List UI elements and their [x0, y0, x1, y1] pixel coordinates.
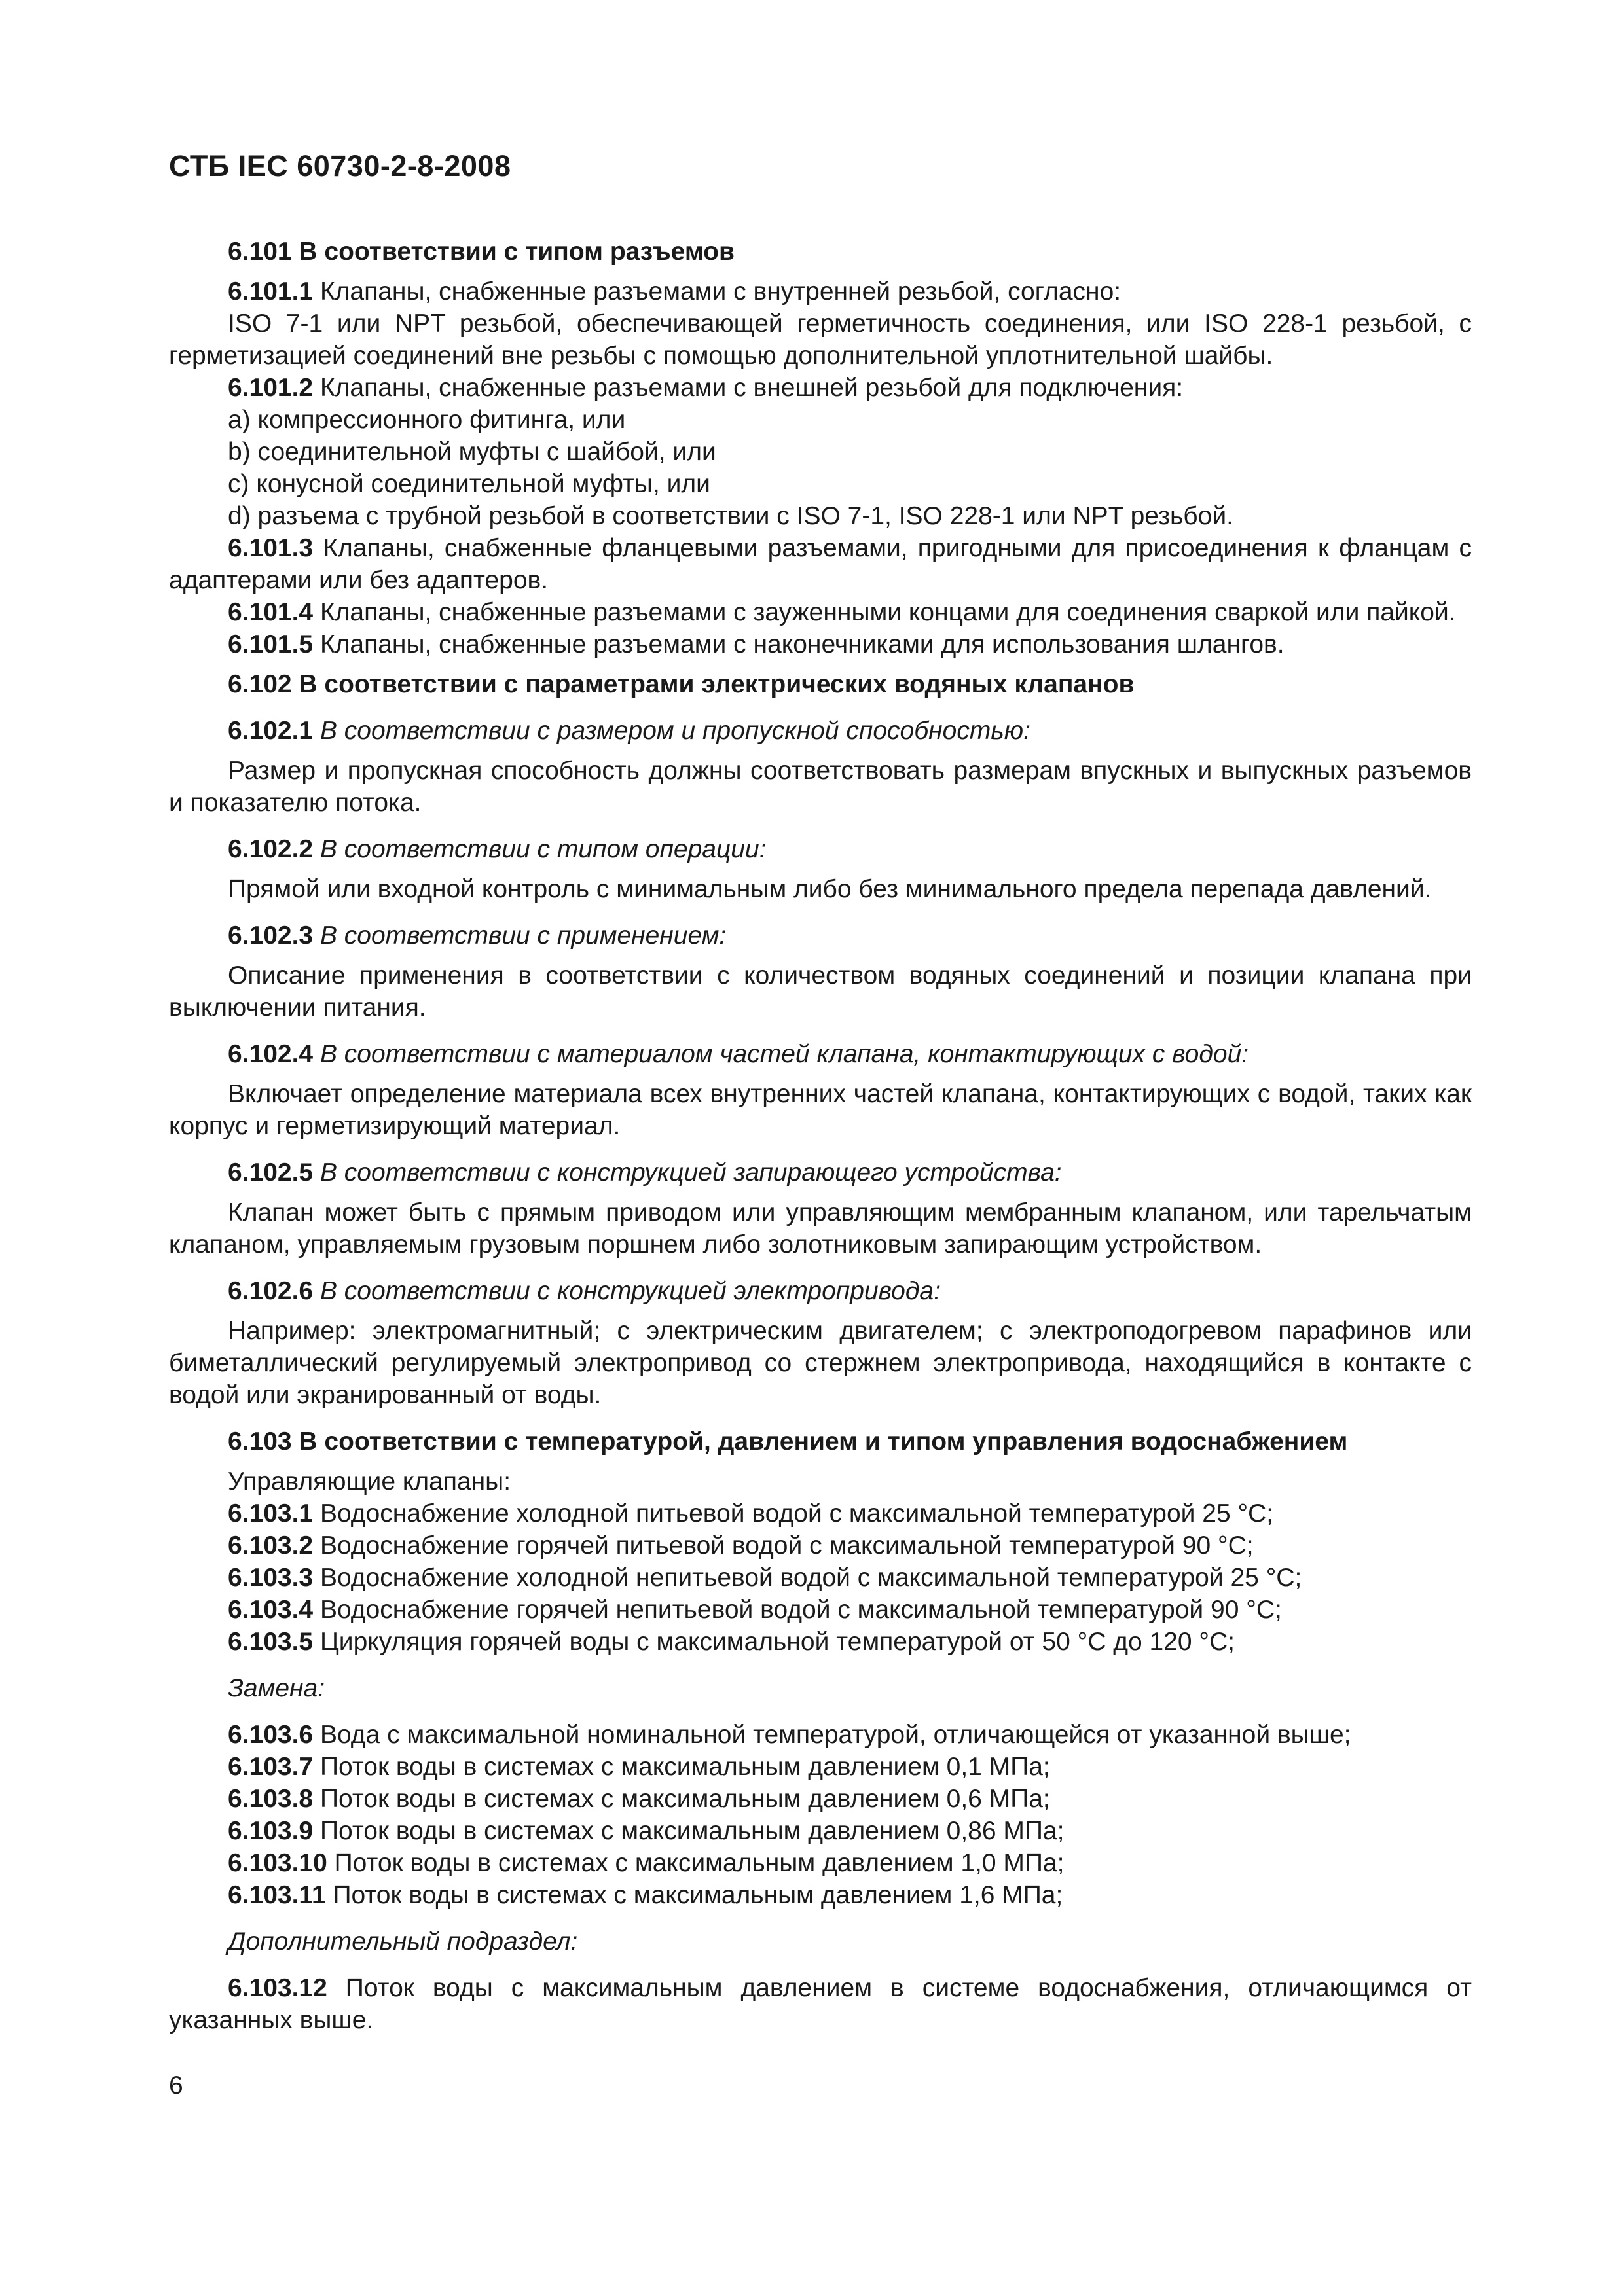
- clause-6-103-8: [169, 1783, 1472, 1815]
- clause-text: Водоснабжение холодной непитьевой водой с максимальной температурой 25 °С;: [313, 1564, 1302, 1592]
- clause-label: В соответствии с размером и пропускной способностью:: [313, 717, 1030, 745]
- clause-number: 6.103.7: [228, 1753, 314, 1781]
- clause-number: 6.101.2: [228, 374, 314, 402]
- clause-text: Поток воды в системах с максимальным давлением 0,1 МПа;: [313, 1753, 1050, 1781]
- clause-6-102-1-heading: [169, 715, 1472, 747]
- clause-text: Поток воды в системах с максимальным давлением 1,0 МПа;: [327, 1849, 1065, 1877]
- clause-number: 6.103.6: [228, 1721, 314, 1749]
- clause-text: Клапаны, снабженные разъемами с наконечниками для использования шлангов.: [313, 630, 1285, 658]
- clause-6-102-6-body: Например: электромагнитный; с электрическим двигателем; с электроподогревом парафинов или биметаллический регулируемый электропривод со стержнем электропривода, находящийся в контакте с водой или экранированный от воды.: [169, 1317, 1472, 1409]
- clause-text: Водоснабжение холодной питьевой водой с максимальной температурой 25 °С;: [313, 1499, 1274, 1528]
- clause-text: Поток воды в системах с максимальным давлением 1,6 МПа;: [325, 1881, 1063, 1909]
- clause-6-101-2: [169, 372, 1472, 404]
- clause-6-103-9: [169, 1815, 1472, 1847]
- clause-6-103-2: [169, 1530, 1472, 1562]
- clause-6-101-1-continuation: ISO 7-1 или NPT резьбой, обеспечивающей герметичность соединения, или ISO 228-1 резьбой, с герметизацией соединений вне резьбы с помощью дополнительной уплотнительной шайбы.: [169, 310, 1472, 370]
- clause-label: В соответствии с конструкцией запирающего устройства:: [313, 1158, 1062, 1187]
- clause-number: 6.101.4: [228, 598, 314, 626]
- clause-6-102-5-heading: [169, 1157, 1472, 1189]
- clause-6-103-11: [169, 1879, 1472, 1911]
- clause-6-102-2-body: Прямой или входной контроль с минимальным либо без минимального предела перепада давлений.: [228, 875, 1432, 903]
- clause-text: Поток воды в системах с максимальным давлением 0,6 МПа;: [313, 1785, 1050, 1813]
- clause-text: Поток воды в системах с максимальным давлением 0,86 МПа;: [313, 1817, 1065, 1845]
- clause-6-103-5: [169, 1626, 1472, 1658]
- clause-number: 6.102.3: [228, 922, 314, 950]
- clause-6-102-3-body: Описание применения в соответствии с количеством водяных соединений и позиции клапана при выключении питания.: [169, 961, 1472, 1022]
- page-number: 6: [169, 2072, 183, 2100]
- clause-6-103-10: [169, 1847, 1472, 1879]
- clause-6-102-4-heading: [169, 1038, 1472, 1070]
- clause-number: 6.103.11: [228, 1881, 326, 1909]
- clause-label: В соответствии с типом операции:: [313, 835, 767, 863]
- clause-6-101-3: [169, 532, 1472, 596]
- clause-number: 6.103.3: [228, 1564, 314, 1592]
- list-item-d: d) разъема с трубной резьбой в соответствии с ISO 7-1, ISO 228-1 или NPT резьбой.: [228, 502, 1233, 530]
- clause-number: 6.103.2: [228, 1532, 314, 1560]
- clause-number: 6.102.2: [228, 835, 314, 863]
- clause-number: 6.103.5: [228, 1628, 314, 1656]
- additional-subsection-label: Дополнительный подраздел:: [228, 1928, 578, 1956]
- clause-number: 6.103.1: [228, 1499, 314, 1528]
- list-item-c: c) конусной соединительной муфты, или: [228, 470, 710, 498]
- clause-number: 6.101.3: [228, 534, 314, 562]
- clause-number: 6.101.1: [228, 278, 314, 306]
- clause-6-103-6: [169, 1719, 1472, 1751]
- clause-number: 6.101.5: [228, 630, 314, 658]
- clause-number: 6.103.8: [228, 1785, 314, 1813]
- clause-number: 6.102.5: [228, 1158, 314, 1187]
- clause-label: В соответствии с материалом частей клапана, контактирующих с водой:: [313, 1040, 1249, 1068]
- clause-text: Циркуляция горячей воды с максимальной температурой от 50 °С до 120 °С;: [313, 1628, 1235, 1656]
- section-heading-6-102: 6.102 В соответствии с параметрами электрических водяных клапанов: [228, 670, 1135, 698]
- clause-label: В соответствии с конструкцией электропривода:: [313, 1277, 941, 1305]
- list-item-b: b) соединительной муфты с шайбой, или: [228, 438, 716, 466]
- section-heading-6-101: 6.101 В соответствии с типом разъемов: [228, 238, 735, 266]
- clause-number: 6.102.1: [228, 717, 314, 745]
- clause-6-103-intro: Управляющие клапаны:: [228, 1467, 511, 1496]
- clause-6-101-4: [169, 596, 1472, 628]
- clause-number: 6.102.6: [228, 1277, 314, 1305]
- clause-6-102-6-heading: [169, 1275, 1472, 1307]
- clause-text: Клапаны, снабженные разъемами с зауженными концами для соединения сваркой или пайкой.: [313, 598, 1456, 626]
- clause-text: Поток воды с максимальным давлением в системе водоснабжения, отличающимся от указанных выше.: [169, 1974, 1472, 2034]
- list-item-a: a) компрессионного фитинга, или: [228, 406, 626, 434]
- document-code-header: СТБ IEC 60730-2-8-2008: [169, 149, 511, 183]
- clause-text: Вода с максимальной номинальной температурой, отличающейся от указанной выше;: [313, 1721, 1351, 1749]
- clause-6-101-5: [169, 628, 1472, 660]
- clause-text: Клапаны, снабженные фланцевыми разъемами, пригодными для присоединения к фланцам с адаптерами или без адаптеров.: [169, 534, 1472, 594]
- clause-6-103-4: [169, 1594, 1472, 1626]
- clause-6-102-2-heading: [169, 833, 1472, 865]
- clause-6-102-4-body: Включает определение материала всех внутренних частей клапана, контактирующих с водой, таких как корпус и герметизирующий материал.: [169, 1080, 1472, 1140]
- clause-number: 6.102.4: [228, 1040, 314, 1068]
- clause-number: 6.103.10: [228, 1849, 327, 1877]
- clause-6-102-5-body: Клапан может быть с прямым приводом или управляющим мембранным клапаном, или тарельчатым клапаном, управляемым грузовым поршнем либо золотниковым запирающим устройством.: [169, 1198, 1472, 1259]
- clause-6-102-1-body: Размер и пропускная способность должны соответствовать размерам впускных и выпускных разъемов и показателю потока.: [169, 757, 1472, 817]
- clause-6-103-12: [169, 1972, 1472, 2036]
- clause-6-103-3: [169, 1562, 1472, 1594]
- clause-6-102-3-heading: [169, 920, 1472, 952]
- section-heading-6-103: 6.103 В соответствии с температурой, давлением и типом управления водоснабжением: [228, 1427, 1348, 1456]
- clause-6-103-7: [169, 1751, 1472, 1783]
- clause-text: Клапаны, снабженные разъемами с внешней резьбой для подключения:: [313, 374, 1184, 402]
- replacement-label: Замена:: [228, 1674, 325, 1702]
- clause-text: Водоснабжение горячей питьевой водой с максимальной температурой 90 °С;: [313, 1532, 1254, 1560]
- clause-number: 6.103.4: [228, 1596, 314, 1624]
- clause-6-101-1: [169, 276, 1472, 308]
- document-body: [169, 236, 1472, 2036]
- clause-text: Водоснабжение горячей непитьевой водой с максимальной температурой 90 °С;: [313, 1596, 1282, 1624]
- clause-number: 6.103.12: [228, 1974, 327, 2002]
- clause-label: В соответствии с применением:: [313, 922, 727, 950]
- clause-6-103-1: [169, 1498, 1472, 1530]
- clause-number: 6.103.9: [228, 1817, 314, 1845]
- clause-text: Клапаны, снабженные разъемами с внутренней резьбой, согласно:: [313, 278, 1122, 306]
